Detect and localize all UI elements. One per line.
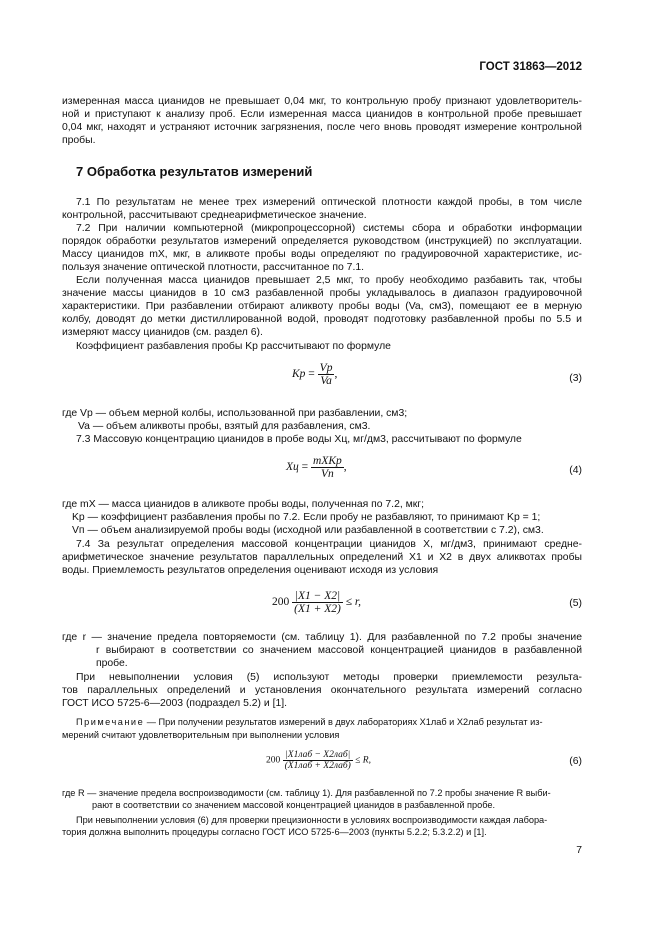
p72-line-4: пользуя значение оптической плотности, рассчитанное по 7.1.: [62, 262, 365, 273]
where6-line-2: рают в соответствии со значением массовой концентрацией цианидов в разбавленной пробе.: [92, 800, 496, 810]
where4-line-1: где mX — масса цианидов в аликвоте пробы воды, полученная по 7.2, мкг;: [62, 499, 424, 510]
p76-line-1: При невыполнении условия (6) для проверки прецизионности в условиях воспроизводимости каждая лабора-: [76, 815, 548, 825]
formula-3-number: (3): [569, 373, 582, 384]
p72-line-3: Массу цианидов mX, мкг, в аликвоте пробы воды определяют по градуировочной характеристике, ис-: [62, 249, 582, 260]
formula-4-denominator: Vп: [311, 467, 344, 480]
where4-line-3: Vп — объем анализируемой пробы воды (исходной или разбавленной в соответствии с 7.2), см3.: [72, 525, 544, 536]
where3-line-1: где Vp — объем мерной колбы, использованной при разбавлении, см3;: [62, 408, 408, 419]
p75-line-1: При невыполнении условия (5) используют методы проверки приемлемости результа-: [76, 672, 582, 683]
formula-4-numerator: mXKp: [313, 455, 342, 467]
where5-line-1: где r — значение предела повторяемости (см. таблицу 1). Для разбавленной по 7.2 пробы значение: [62, 632, 582, 643]
p72-line-2: порядок обработки результатов измерений определяется руководством (инструкцией) по эксплуатации.: [62, 236, 582, 247]
formula-5-fraction: [292, 590, 343, 615]
formula-4-fraction: [311, 455, 344, 480]
where3-line-2: Va — объем аликвоты пробы, взятый для разбавления, см3.: [78, 421, 371, 432]
formula-6-denominator: (X1лаб + X2лаб): [284, 761, 351, 771]
formula-3-numerator: Vp: [319, 362, 333, 374]
p75-line-3: ГОСТ ИСО 5725-6—2003 (подраздел 5.2) и [1].: [62, 698, 288, 709]
p72-line-1: 7.2 При наличии компьютерной (микропроцессорной) системы сбора и обработки информации: [76, 223, 582, 234]
formula-5-number: (5): [569, 598, 582, 609]
formula-5-denominator: (X1 + X2): [294, 603, 341, 615]
formula-3-fraction: [318, 362, 335, 387]
section-title: 7 Обработка результатов измерений: [76, 164, 313, 179]
intro-line-2: ной и приступают к анализу проб. Если измеренная масса цианидов в контрольной пробе превышает: [62, 109, 582, 120]
where6-line-1: где R — значение предела воспроизводимости (см. таблицу 1). Для разбавленной по 7.2 пробы значение R выби-: [62, 788, 551, 798]
p71-line-2: контрольной, рассчитывают среднеарифметическое значение.: [62, 210, 367, 221]
formula-6-coef: 200: [266, 755, 281, 766]
intro-line-3: 0,04 мкг, находят и устраняют источник загрязнения, после чего вновь проводят измерение контрольной: [62, 122, 582, 133]
p72b-line-2: значение массы цианидов в 10 см3 разбавленной пробы укладывалось в диапазон градуировочной: [62, 288, 582, 299]
formula-3-denominator: Va: [318, 374, 335, 387]
p72b-line-3: характеристики. При разбавлении отбирают аликвоту пробы воды (Va, см3), помещают ее в мерную: [62, 301, 582, 312]
formula-6-number: (6): [569, 756, 582, 767]
note-line-2: мерений считают удовлетворительным при выполнении условия: [62, 730, 340, 740]
formula-4-number: (4): [569, 465, 582, 476]
page-number: 7: [576, 845, 582, 856]
formula-3: Kp = $\frac{Vp}{Va}$ ,: [292, 362, 338, 387]
p73-line: 7.3 Массовую концентрацию цианидов в пробе воды Xц, мг/дм3, рассчитывают по формуле: [76, 434, 522, 445]
formula-5-numerator: |X1 − X2|: [294, 590, 341, 602]
p75-line-2: тов параллельных определений и установления окончательного результата измерений согласно: [62, 685, 582, 696]
p72b-line-5: измеряют массу цианидов (см. раздел 6).: [62, 327, 263, 338]
intro-line-4: пробы.: [62, 135, 96, 146]
formula-5: [272, 590, 361, 615]
note-label: Примечание: [76, 717, 145, 727]
note-line-1: [76, 716, 582, 729]
p71-line-1: 7.1 По результатам не менее трех измерений оптической плотности каждой пробы, в том числе: [76, 197, 582, 208]
coef-intro: Коэффициент разбавления пробы Kp рассчитывают по формуле: [76, 341, 391, 352]
document-code: ГОСТ 31863—2012: [479, 61, 582, 73]
formula-5-coef: 200: [272, 596, 290, 609]
note-text-1: — При получении результатов измерений в двух лабораториях X1лаб и X2лаб результат из-: [146, 717, 543, 727]
p74-line-3: воды. Приемлемость результатов определения оценивают исходя из условия: [62, 565, 439, 576]
formula-6: [266, 750, 371, 771]
p74-line-2: арифметическое значение результатов параллельных определений X1 и X2 в двух аликвотах пробы: [62, 552, 582, 563]
formula-4-lhs: Xц: [286, 461, 299, 474]
formula-6-numerator: |X1лаб − X2лаб|: [285, 750, 351, 760]
intro-line-1: измеренная масса цианидов не превышает 0,04 мкг, то контрольную пробу признают удовлетворитель-: [62, 96, 582, 107]
formula-3-lhs: Kp: [292, 368, 306, 381]
formula-5-rhs: ≤ r,: [345, 596, 361, 609]
p72b-line-4: колбу, доводят до метки дистиллированной водой, проводят подготовку разбавленной пробы по 5.5 и: [62, 314, 582, 325]
formula-6-fraction: [283, 750, 353, 771]
p74-line-1: 7.4 За результат определения массовой концентрации цианидов X, мг/дм3, принимают средне-: [76, 539, 582, 550]
where5-line-2: r выбирают в соответствии со значением массовой концентрацией цианидов в разбавленной: [96, 645, 582, 656]
where5-line-3: пробе.: [96, 658, 128, 669]
p72b-line-1: Если полученная масса цианидов превышает 2,5 мкг, то пробу необходимо разбавить так, чтобы: [76, 275, 582, 286]
where4-line-2: Kp — коэффициент разбавления пробы по 7.2. Если пробу не разбавляют, то принимают Kp = 1;: [72, 512, 541, 523]
formula-6-rhs: ≤ R,: [355, 755, 371, 766]
formula-4: Xц = $\frac{\text{mXKp}}{Vп}$ ,: [286, 455, 347, 480]
p76-line-2: тория должна выполнить процедуры согласно ГОСТ ИСО 5725-6—2003 (пункты 5.2.2; 5.3.2.2) и [1].: [62, 827, 487, 837]
